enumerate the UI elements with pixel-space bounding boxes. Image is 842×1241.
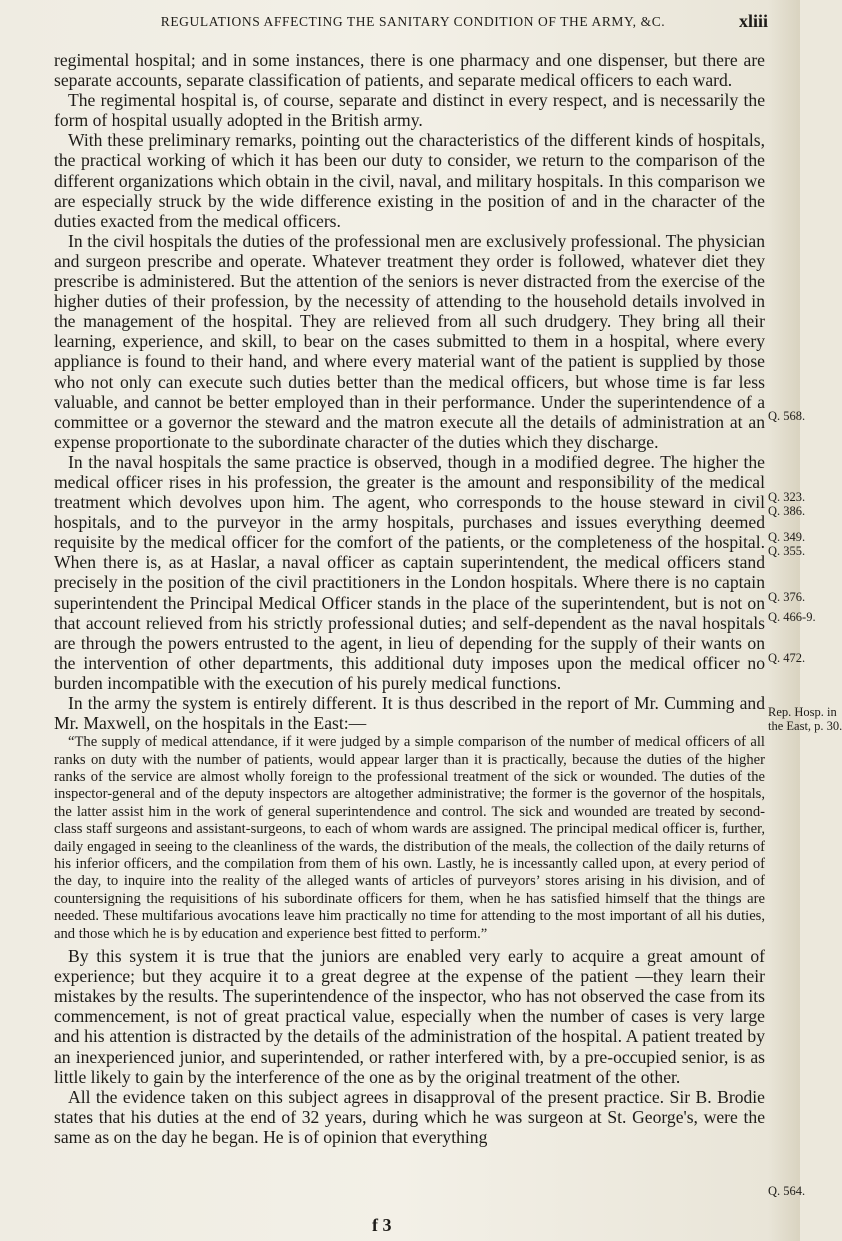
- margin-note: Q. 466-9.: [768, 610, 816, 624]
- paragraph: All the evidence taken on this subject agrees in disapproval of the present practice. Sir B. Brodie states that his duties at the end of 32 years, during which he was surgeon at St. George's, were the same as on the day he began. He is of opinion that everything: [54, 1086, 765, 1147]
- running-title: REGULATIONS AFFECTING THE SANITARY CONDITION OF THE ARMY, &C.: [160, 14, 666, 29]
- margin-note: Q. 472.: [768, 651, 806, 665]
- margin-note: Q. 355.: [768, 544, 806, 558]
- text-column: [54, 50, 765, 1147]
- margin-note: Q. 568.: [768, 409, 806, 423]
- signature-mark: f 3: [372, 1215, 392, 1235]
- margin-note: Q. 323.: [768, 490, 806, 504]
- margin-note: Q. 386.: [768, 504, 806, 518]
- margin-note: Rep. Hosp. in: [768, 705, 837, 719]
- margin-note: Q. 564.: [768, 1184, 806, 1198]
- paragraph: The regimental hospital is, of course, separate and distinct in every respect, and is necessarily the form of hospital usually adopted in the British army.: [54, 90, 765, 131]
- running-header: [118, 11, 768, 31]
- paragraph: By this system it is true that the juniors are enabled very early to acquire a great amount of experience; but they acquire it to a great degree at the expense of the patient —they learn their mistakes by the results. The superintendence of the inspector, who has not observed the case from its commencement, is not of great practical value, especially when the number of cases is very large and his attention is distracted by the details of the administration of the hospital. A patient treated by an inexperienced junior, and superintended, or rather interfered with, by a pre-occupied senior, is as little likely to gain by the interference of the one as by the original treatment of the other.: [54, 946, 765, 1087]
- paragraph: In the army the system is entirely different. It is thus described in the report of Mr. Cumming and Mr. Maxwell, on the hospitals in the East:—: [54, 693, 765, 734]
- paragraph: In the civil hospitals the duties of the professional men are exclusively professional. The physician and surgeon prescribe and operate. Whatever treatment they order is followed, whatever diet they prescribe is administered. But the attention of the seniors is never distracted from the exercise of the higher duties of their profession, by the necessity of attending to the household details involved in the management of the hospital. They are relieved from all such drudgery. They bring all their learning, experience, and skill, to bear on the cases submitted to them in a hospital, where every appliance is found to their hand, and where every material want of the patient is supplied by those who not only can execute such duties better than the medical officers, but whose time is far less valuable, and cannot be better employed than in their performance. Under the superintendence of a committee or a governor the steward and the matron execute all the details of administration at an expense proportionate to the subordinate character of the duties which they discharge.: [54, 230, 765, 452]
- paragraph: With these preliminary remarks, pointing out the characteristics of the different kinds of hospitals, the practical working of which it has been our duty to consider, we return to the comparison of the different organizations which obtain in the civil, naval, and military hospitals. In this comparison we are especially struck by the wide difference existing in the position of and in the character of the duties exacted from the medical officers.: [54, 130, 765, 231]
- block-quote: “The supply of medical attendance, if it were judged by a simple comparison of the number of medical officers of all ranks on duty with the number of patients, would appear larger than it is practically, because the duties of the higher ranks of the service are almost wholly foreign to the professional treatment of the sick or wounded. The duties of the inspector-general and of the deputy inspectors are altogether administrative; the former is the governor of the hospitals, the latter assist him in the work of general superintendence and control. The sick and wounded are treated by second-class staff surgeons and assistant-surgeons, to each of whom wards are assigned. The principal medical officer is, further, daily engaged in seeing to the cleanliness of the wards, the distribution of the meals, the collection of the daily returns of his inferior officers, and the compilation from them of his own. Lastly, he is incessantly called upon, at every period of the day, to inquire into the reality of the alleged wants of articles of purveyors’ stores arising in his division, and of countersigning the requisitions of his subordinate officers for them, when he has satisfied himself that the things are needed. These multifarious avocations leave him practically no time for attending to the most important of all his duties, and those which he is by education and experience best fitted to perform.”: [54, 734, 765, 942]
- margin-note: Q. 349.: [768, 530, 806, 544]
- margin-note: the East, p. 30.: [768, 719, 842, 733]
- margin-note: Q. 376.: [768, 590, 806, 604]
- paragraph: regimental hospital; and in some instances, there is one pharmacy and one dispenser, but there are separate accounts, separate classification of patients, and separate medical officers to each ward.: [54, 50, 765, 91]
- paragraph: In the naval hospitals the same practice is observed, though in a modified degree. The higher the medical officer rises in his profession, the greater is the amount and responsibility of the medical treatment which devolves upon him. The agent, who corresponds to the house steward in civil hospitals, and to the purveyor in the army hospitals, purchases and issues everything deemed requisite by the medical officer for the comfort of the patients, or the completeness of the hospital. When there is, as at Haslar, a naval officer as captain superintendent, the medical officers stand precisely in the position of the civil practitioners in the London hospitals. Where there is no captain superintendent the Principal Medical Officer stands in the place of the superintendent, but is not on that account relieved from his strictly professional duties; and self-dependent as the naval hospitals are through the powers entrusted to the agent, in lieu of depending for the supply of their wants on the intervention of other departments, this additional duty imposes upon the medical officer no burden incompatible with the execution of his purely medical functions.: [54, 451, 765, 693]
- page-number: xliii: [738, 11, 768, 31]
